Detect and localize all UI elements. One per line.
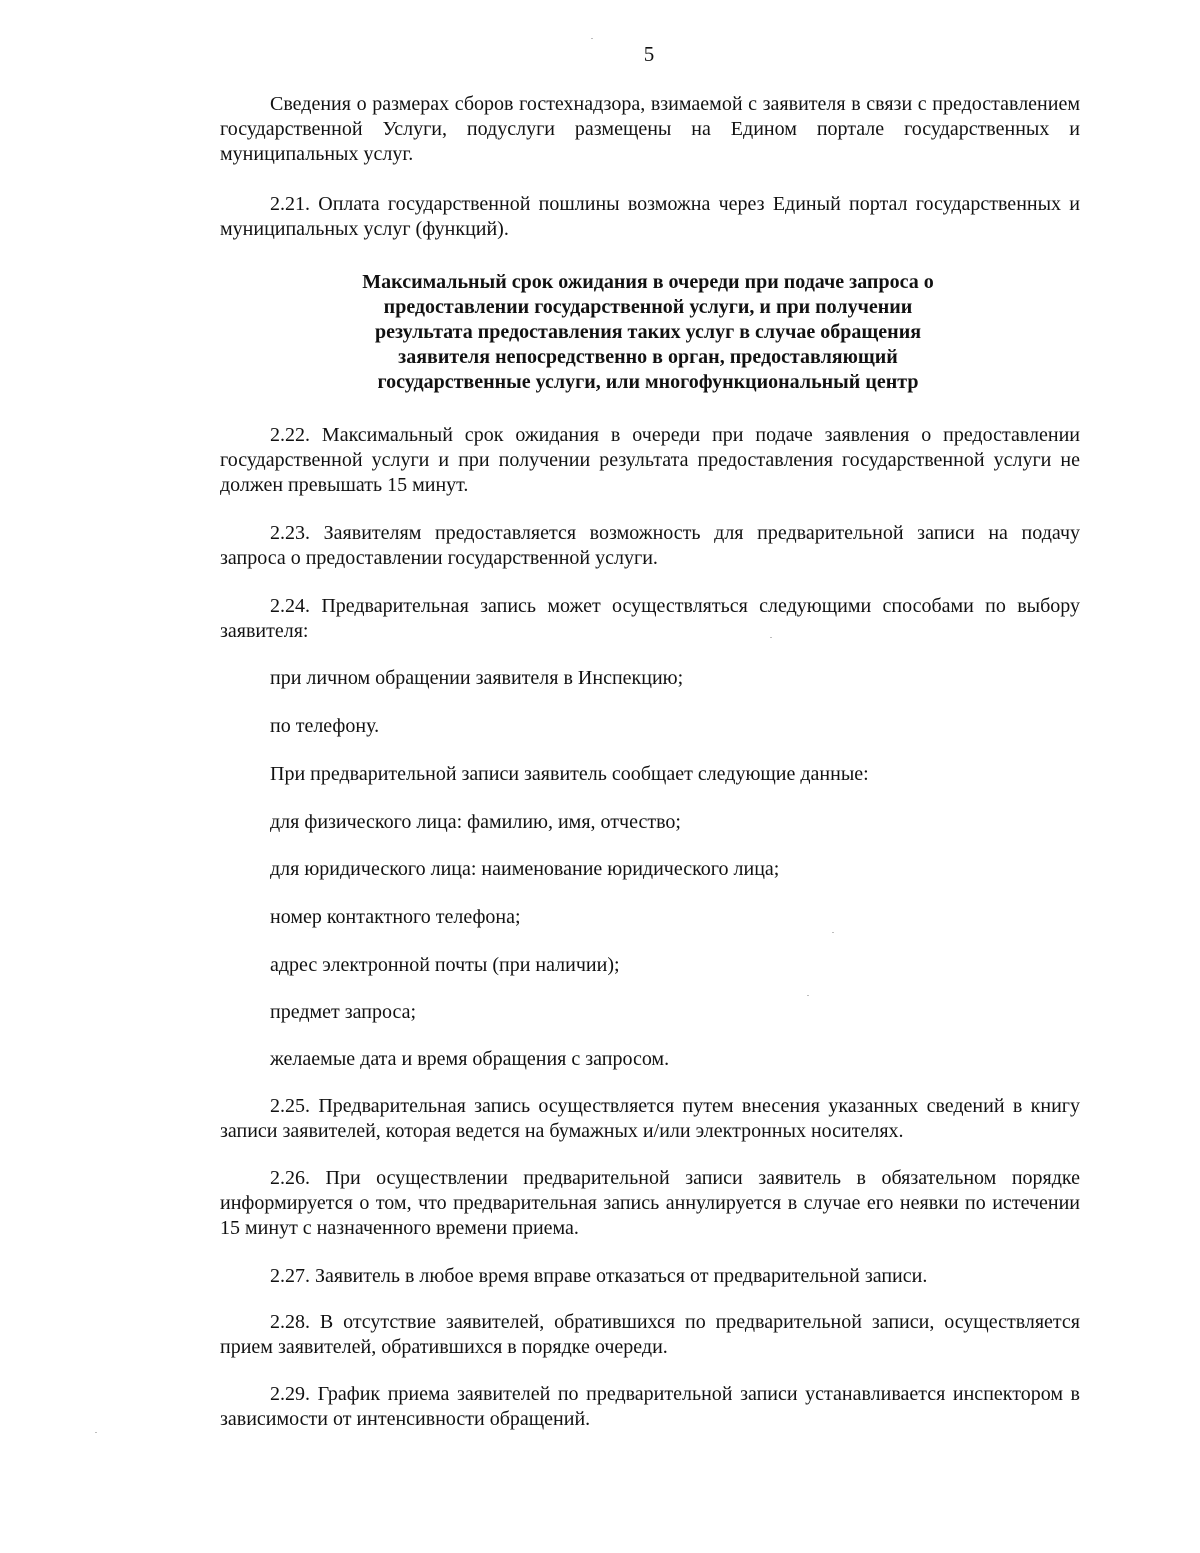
paragraph-2-22-text: 2.22. Максимальный срок ожидания в очереди при подаче заявления о предоставлении государственной услуги и при получении результата предоставления государственной услуги не должен превышать 15 минут. — [220, 424, 1080, 496]
data-item-legal-entity: для юридического лица: наименование юридического лица; — [270, 858, 780, 880]
data-list-item — [220, 1000, 1080, 1025]
paragraph-2-27-text: 2.27. Заявитель в любое время вправе отказаться от предварительной записи. — [270, 1265, 928, 1287]
paragraph-2-24 — [220, 594, 1080, 644]
paragraph-2-29 — [220, 1382, 1080, 1432]
data-item-subject: предмет запроса; — [270, 1001, 417, 1023]
page-number: 5 — [643, 42, 655, 66]
data-intro — [220, 762, 1080, 787]
scan-speck — [95, 1432, 97, 1433]
data-list-item — [220, 810, 1080, 835]
paragraph-2-25 — [220, 1094, 1080, 1144]
paragraph-2-29-text: 2.29. График приема заявителей по предварительной записи устанавливается инспектором в зависимости от интенсивности обращений. — [220, 1383, 1080, 1430]
paragraph-2-26 — [220, 1166, 1080, 1241]
paragraph-2-27 — [220, 1264, 1080, 1289]
method-list-item — [220, 714, 1080, 739]
section-heading-text: Максимальный срок ожидания в очереди при подаче запроса о предоставлении государственной услуги, и при получении результата предоставления таких услуг в случае обращения заявителя непосредственно в орган, предоставляющий государственные услуги, или многофункциональный центр — [362, 271, 934, 393]
paragraph-2-22 — [220, 423, 1080, 498]
data-list-item — [220, 905, 1080, 930]
method-list-item — [220, 666, 1080, 691]
section-heading — [334, 270, 960, 395]
scan-speck — [770, 637, 772, 638]
paragraph-2-21 — [220, 192, 1080, 242]
paragraph-2-25-text: 2.25. Предварительная запись осуществляется путем внесения указанных сведений в книгу записи заявителей, которая ведется на бумажных и/или электронных носителях. — [220, 1095, 1080, 1142]
scan-speck — [832, 932, 834, 933]
paragraph-fees — [220, 92, 1080, 167]
data-item-phone: номер контактного телефона; — [270, 906, 521, 928]
paragraph-2-21-text: 2.21. Оплата государственной пошлины возможна через Единый портал государственных и муниципальных услуг (функций). — [220, 193, 1080, 240]
data-intro-text: При предварительной записи заявитель сообщает следующие данные: — [270, 763, 869, 785]
paragraph-2-23 — [220, 521, 1080, 571]
data-list-item — [220, 1047, 1080, 1072]
data-item-email: адрес электронной почты (при наличии); — [270, 954, 620, 976]
data-item-datetime: желаемые дата и время обращения с запросом. — [270, 1048, 670, 1070]
paragraph-2-28-text: 2.28. В отсутствие заявителей, обратившихся по предварительной записи, осуществляется прием заявителей, обратившихся в порядке очереди. — [220, 1311, 1080, 1358]
paragraph-fees-text: Сведения о размерах сборов гостехнадзора, взимаемой с заявителя в связи с предоставлением государственной Услуги, подуслуги размещены на Едином портале государственных и муниципальных услуг. — [220, 93, 1080, 165]
method-phone: по телефону. — [270, 715, 380, 737]
paragraph-2-28 — [220, 1310, 1080, 1360]
data-list-item — [220, 857, 1080, 882]
data-list-item — [220, 953, 1080, 978]
scan-speck — [591, 38, 593, 39]
paragraph-2-23-text: 2.23. Заявителям предоставляется возможность для предварительной записи на подачу запроса о предоставлении государственной услуги. — [220, 522, 1080, 569]
scan-speck — [807, 995, 809, 996]
data-item-individual: для физического лица: фамилию, имя, отчество; — [270, 811, 681, 833]
method-personal-visit: при личном обращении заявителя в Инспекцию; — [270, 667, 684, 689]
paragraph-2-26-text: 2.26. При осуществлении предварительной записи заявитель в обязательном порядке информируется о том, что предварительная запись аннулируется в случае его неявки по истечении 15 минут с назначенного времени приема. — [220, 1167, 1080, 1239]
paragraph-2-24-text: 2.24. Предварительная запись может осуществляться следующими способами по выбору заявителя: — [220, 595, 1080, 642]
